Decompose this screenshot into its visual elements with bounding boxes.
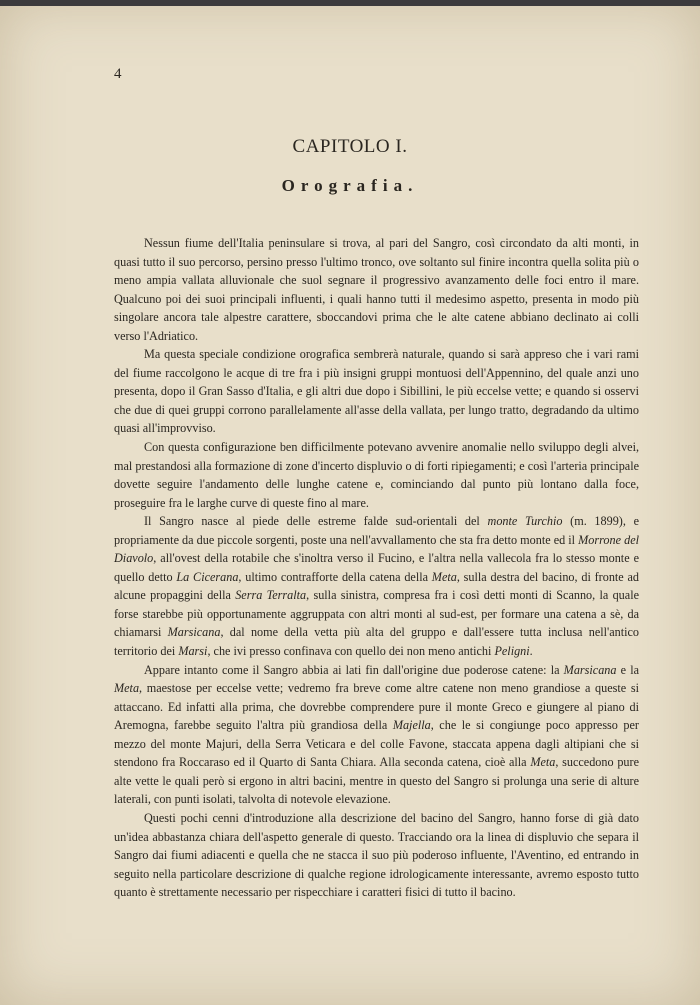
text-span: e la — [616, 662, 639, 677]
body-text — [114, 234, 639, 902]
paragraph-2: Ma questa speciale condizione orografica sembrerà naturale, quando si sarà appreso che i vari rami del fiume raccolgono le acque di tre fra i più insigni gruppi montuosi dell'Appennino, del quale anzi uno presenta, dopo il Gran Sasso d'Italia, e gli altri due dopo i Sibillini, le più eccelse vette; e quando si osservi che due di quei gruppi corrono parallelamente all'asse della vallata, per lungo tratto, degradando da ultimo quasi all'improvviso. — [114, 347, 639, 436]
text-span: Appare intanto come il Sangro abbia ai lati fin dall'origine due poderose catene: la — [144, 662, 564, 677]
place-name: Marsi — [178, 644, 208, 659]
paragraph-1: Nessun fiume dell'Italia peninsulare si trova, al pari del Sangro, così circondato da alti monti, in quasi tutto il suo percorso, persino presso l'ultimo tronco, ove soltanto sul finire incontra quella solita più o meno ampia vallata alluvionale che suol segnare il progressivo avanzamento delle foci entro il mare. Qualcuno poi dei suoi principali influenti, i quali hanno tutti il medesimo aspetto, presenta in modo più singolare ancora tale alpestre carattere, sboccandovi prima che le alte catene abbiano declinato ai colli verso l'Adriatico. — [114, 236, 639, 343]
place-name: Marsicana — [167, 625, 221, 640]
chapter-title: CAPITOLO I. — [292, 136, 408, 157]
page-number: 4 — [114, 66, 122, 82]
text-span: , ultimo contrafforte della catena della — [238, 569, 432, 584]
paragraph-5 — [114, 661, 639, 809]
paragraph-4 — [114, 512, 639, 660]
text-span: , all'ovest della rotabile che s'inoltra verso il Fucino, e l'altra nella vallecola fra lo stesso monte e quello detto — [114, 551, 639, 584]
place-name: Meta — [431, 569, 457, 584]
place-name: Marsicana — [563, 662, 617, 677]
text-span: , sulla sinistra, compresa fra i così detti monti di Scanno, la quale forse starebbe più opportunamente aggruppata con altri monti al sud-est, per formare una catena a sè, da chiamarsi — [114, 588, 639, 640]
place-name: Meta — [114, 681, 140, 696]
paragraph-6: Questi pochi cenni d'introduzione alla descrizione del bacino del Sangro, hanno forse di già dato un'idea abbastanza chiara dell'aspetto generale di questo. Tracciando ora la linea di displuvio che separa il Sangro dai fiumi adiacenti e quella che ne stacca il suo più poderoso influente, l'Aventino, ed entrando in seguito nella particolare descrizione di qualche regione idrologicamente interessante, avremo esposto tutto quanto è strettamente necessario per rispecchiare i caratteri fisici di tutto il bacino. — [114, 810, 639, 900]
text-span: , sulla destra del bacino, di fronte ad alcune propaggini della — [114, 569, 640, 603]
page-top-edge — [0, 0, 700, 6]
place-name: Peligni — [494, 644, 530, 659]
text-span: , succedono pure alte vette le quali però si ergono in altri bacini, mentre in questo del Sangro si prolunga una serie di alture laterali, con punti isolati, talvolta di notevole elevazione. — [114, 755, 639, 807]
text-span: . — [529, 644, 533, 659]
section-title: Orografia. — [281, 176, 419, 195]
text-span: , che le si congiunge poco appresso per mezzo del monte Majuri, della Serra Veticara e del colle Favone, staccata appena dagli altipiani che si stendono fra Roccaraso ed il Quarto di Santa Chiara. Alla seconda catena, cioè alla — [114, 718, 639, 770]
text-span: , dal nome della vetta più alta del gruppo e dall'essere tutta inclusa nell'antico territorio dei — [114, 625, 639, 659]
place-name: Meta — [530, 755, 556, 770]
place-name: Serra Terralta — [235, 588, 307, 603]
place-name: Majella — [392, 718, 431, 733]
paragraph-3: Con questa configurazione ben difficilmente potevano avvenire anomalie nello sviluppo degli alvei, mal prestandosi alla formazione di zone d'incerto displuvio o di forti ripiegamenti; e così l'arteria principale dovette seguire l'andamento delle lunghe catene e, cominciando dal punto più lontano dalla foce, proseguire fra le larghe curve di queste fino al mare. — [114, 440, 639, 510]
text-span: Il Sangro nasce al piede delle estreme falde sud-orientali del — [144, 514, 488, 529]
place-name: monte Turchio — [487, 514, 563, 529]
place-name: La Cicerana — [176, 569, 239, 584]
text-span: (m. 1899), e propriamente da due piccole sorgenti, poste una nell'avvallamento che sta fra detto monte ed il — [114, 514, 639, 547]
text-span: , maestose per eccelse vette; vedremo fra breve come altre catene non meno grandiose a queste si attaccano. Ed infatti alla prima, che dovrebbe comprendere pure il monte Greco e giungere al piano di Aremogna, farebbe seguito l'altra più grandiosa della — [114, 681, 639, 733]
text-span: , che ivi presso confinava con quello dei non meno antichi — [207, 644, 495, 659]
place-name: Morrone del Diavolo — [114, 532, 639, 566]
